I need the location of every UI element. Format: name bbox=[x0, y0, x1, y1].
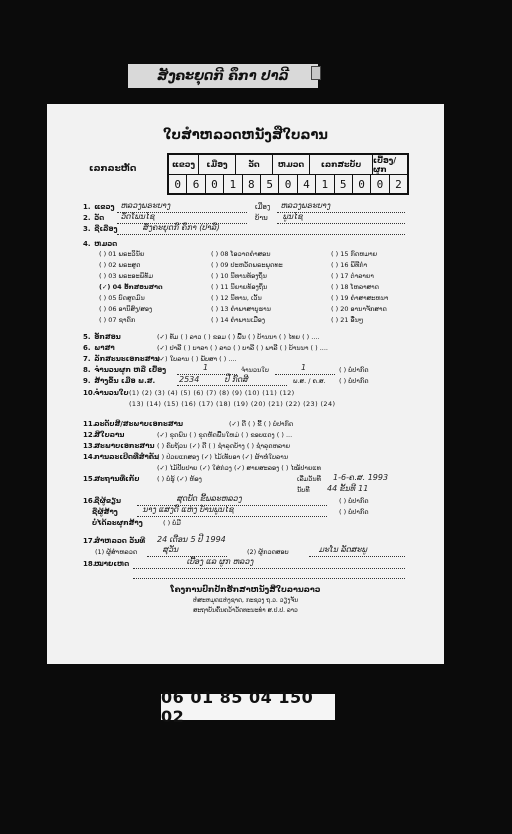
leaf-count-value: 1 bbox=[301, 363, 307, 372]
no-sponsor-option: ( ) ບໍ່ມີ bbox=[163, 519, 181, 527]
features-options-b: (✓) ໄມ້ປັບປາຍ (✓) ໃສ່ກ່ວງ (✓) ສາຍສະລອງ ( ) ໄໝ້ປາຍແທ bbox=[157, 464, 321, 472]
field-number: 1. bbox=[83, 203, 91, 211]
field-label: ຈຳນວນໃບ bbox=[94, 389, 129, 397]
field-number: 2. bbox=[83, 214, 91, 222]
id-code-header bbox=[169, 155, 407, 175]
category-option: ( ) 17 ຕຳລາຍາ bbox=[331, 272, 374, 280]
field-label: ສ້າງຂຶ້ນ ເມື່ອ ພ.ສ. bbox=[94, 377, 156, 385]
id-col-temple: ວັດ bbox=[236, 155, 273, 174]
field-number: 18. bbox=[83, 560, 96, 568]
district-value: ຫລວງພຣະບາງ bbox=[281, 201, 331, 210]
start-date-value: 1-6-ຄ.ສ. 1993 bbox=[333, 473, 389, 482]
field-label: ຈຳນວນຜູກ ຫລື ເບື້ອງ bbox=[94, 366, 167, 374]
field-number: 14. bbox=[83, 453, 96, 461]
leaf-number-options-b: (13) (14) (15) (16) (17) (18) (19) (20) (21) (22) (23) (24) bbox=[129, 400, 336, 408]
field-label: ແຂວງ bbox=[94, 203, 115, 211]
document-state-options: ( ) ຄົບຖ້ວນ (✓) ດີ ( ) ຊຳລຸດບ້າງ ( ) ຊຳລຸດຫລາຍ bbox=[157, 442, 291, 450]
category-option: ( ) 19 ຄຳສາສະຫນາ bbox=[331, 294, 389, 302]
id-col-fascicle: ເບື້ອງ/ຜູກ bbox=[373, 155, 397, 174]
field-material bbox=[83, 355, 160, 363]
corner-mark bbox=[311, 66, 321, 80]
storage-options: ( ) ບໍ່ຮູ້ (✓) ຫ້ອງ bbox=[157, 475, 202, 483]
field-document-state bbox=[83, 442, 154, 450]
condition-level-options: (✓) ດີ ( ) ຂີ້ ( ) ບໍ່ປາກົດ bbox=[229, 420, 294, 428]
category-option: ( ) 05 ບົດສູດມົນ bbox=[99, 294, 145, 302]
fill-line bbox=[117, 234, 405, 235]
script-options: (✓) ທັມ ( ) ລາວ ( ) ຂອມ ( ) ພື້ນ ( ) ບ້ານນາ ( ) ໄທຍ ( ) .... bbox=[157, 333, 320, 341]
category-option: ( ) 20 ອານາຈັກສາດ bbox=[331, 305, 387, 313]
manuscript-title-value: ສັງຄະຍຸດກີ ຄຶກາ (ປາລີ) bbox=[143, 223, 220, 232]
sponsor-value: ນາງ ແສງດີ ແຫ່ງ ບ້ານພູນໄຊ bbox=[143, 505, 235, 514]
category-option: ( ) 15 ກົດຫມາຍ bbox=[331, 250, 378, 258]
field-leaf-number bbox=[83, 389, 129, 397]
surveyor-label: (1) ຜູ້ສຳຫລວດ bbox=[95, 548, 138, 556]
field-number: 11. bbox=[83, 420, 96, 428]
field-label: ລະດັບສີ/ສະພາບເອກະສານ bbox=[94, 420, 184, 428]
field-province bbox=[83, 203, 114, 211]
field-features bbox=[83, 453, 159, 461]
id-digit: 8 bbox=[243, 175, 261, 194]
id-digit: 5 bbox=[261, 175, 279, 194]
fill-line bbox=[133, 578, 405, 579]
category-option: ( ) 09 ປະຫວັດພຣະພຸດທະ bbox=[211, 261, 283, 269]
field-temple bbox=[83, 214, 104, 222]
field-leaf-color bbox=[83, 431, 124, 439]
field-sponsor bbox=[92, 508, 118, 516]
field-label: ການລະເບີດທີ່ສຳຄັນ bbox=[94, 453, 160, 461]
field-author bbox=[83, 497, 121, 505]
category-option: ( ) 16 ພິທີກຳ bbox=[331, 261, 368, 269]
remarks-value: ເບື້ອງ ແລ ຜູກ ຫລວງ bbox=[187, 557, 254, 566]
field-label: ຫມວດ bbox=[94, 240, 118, 248]
field-label: ຊື່ເລື່ອງ bbox=[94, 225, 118, 233]
category-option: ( ) 01 ພຣະວິນັຍ bbox=[99, 250, 145, 258]
survey-date-value: 24 ເດືອນ 5 ປີ 1994 bbox=[157, 535, 226, 544]
id-col-category: ຫມວດ bbox=[273, 155, 310, 174]
id-digit: 1 bbox=[224, 175, 242, 194]
id-digit: 0 bbox=[206, 175, 224, 194]
survey-form-sheet bbox=[47, 104, 444, 664]
fill-line bbox=[177, 385, 287, 386]
category-option: ( ) 12 ນິທານ, ເວັ້ນ bbox=[211, 294, 262, 302]
field-survey-date bbox=[83, 537, 145, 545]
leaf-number-options-a: (1) (2) (3) (4) (5) (6) (7) (8) (9) (10) (11) (12) bbox=[129, 389, 295, 397]
footer-address: ຫໍສະຫມຸດແຫ່ງຊາດ, ກະຊວງ ຖ.ວ. ວຽງຈັນ bbox=[192, 597, 299, 604]
fascicle-count-value: 1 bbox=[203, 363, 209, 372]
field-label: ອັກສອນ bbox=[94, 333, 121, 341]
surveyor-value: ສຸວັນ bbox=[163, 545, 179, 554]
field-number: 4. bbox=[83, 240, 91, 248]
id-digit: 0 bbox=[279, 175, 297, 194]
field-number: 6. bbox=[83, 344, 91, 352]
unknown-option: ( ) ບໍ່ປາກົດ bbox=[339, 497, 369, 505]
field-label: ສຳຫລວດ ວັນທີ bbox=[94, 537, 146, 545]
temple-value: ວັດໂພນໄຊ bbox=[121, 212, 155, 221]
checker-value: ມະໂນ ລັດສະພູ bbox=[319, 545, 368, 554]
document-title-label: ສັງຄະຍຸດກີ ຄຶກາ ປາລີ bbox=[128, 64, 318, 88]
field-title bbox=[83, 225, 117, 233]
fill-line bbox=[133, 568, 405, 569]
count-label: ນັບທີ bbox=[297, 486, 310, 494]
fill-line bbox=[275, 374, 335, 375]
category-option: ( ) 10 ນິທານທ້ອງຖິ່ນ bbox=[211, 272, 267, 280]
field-number: 3. bbox=[83, 225, 91, 233]
field-storage bbox=[83, 475, 139, 483]
id-digit: 2 bbox=[395, 178, 402, 191]
field-label: ລັກສະນະເອກະສານ bbox=[94, 355, 160, 363]
unknown-option: ( ) ບໍ່ປາກົດ bbox=[339, 508, 369, 516]
village-value: ພູນໄຊ bbox=[283, 212, 304, 221]
category-option: ( ) 07 ຊາດົກ bbox=[99, 316, 136, 324]
unknown-option: ( ) ບໍ່ປາກົດ bbox=[339, 377, 369, 385]
category-option-checked: (✓) 04 ອັກສອນສາດ bbox=[99, 283, 163, 291]
province-value: ຫລວງພຣະບາງ bbox=[121, 201, 171, 210]
fill-line bbox=[309, 556, 405, 557]
field-label: ໝາຍເຫດ bbox=[94, 560, 130, 568]
field-label: ຊື່ຜູ້ສ້າງ bbox=[92, 508, 118, 516]
id-digit: 1 bbox=[316, 175, 334, 194]
id-digit: 6 bbox=[187, 175, 205, 194]
id-col-province: ແຂວງ bbox=[169, 155, 199, 174]
field-language bbox=[83, 344, 115, 352]
category-option: ( ) 21 ອື່ນໆ bbox=[331, 316, 364, 324]
form-title: ໃບສຳຫລວດຫນັງສືໃບລານ bbox=[163, 128, 328, 143]
fill-line bbox=[277, 223, 405, 224]
count-value: 44 ຂັ້ນທີ 11 bbox=[327, 484, 369, 493]
field-number: 8. bbox=[83, 366, 91, 374]
date-made-value: 2534 bbox=[179, 375, 200, 384]
field-label: ສະຖານທີ່ເກັບ bbox=[94, 475, 140, 483]
district-label: ເມືອງ bbox=[255, 203, 271, 211]
category-option: ( ) 18 ໂຫລາສາດ bbox=[331, 283, 380, 291]
footer-partner: ສະຖາບັນຄົ້ນຄວ້າວັດທະນະທຳ ສ.ປ.ປ. ລາວ bbox=[193, 607, 298, 614]
field-script bbox=[83, 333, 121, 341]
category-option: ( ) 08 ໂອວາດຄຳສອນ bbox=[211, 250, 271, 258]
field-no-sponsor bbox=[92, 519, 143, 527]
field-number: 15. bbox=[83, 475, 96, 483]
id-digit: 0 bbox=[353, 175, 371, 194]
id-digit: 0 bbox=[371, 175, 389, 194]
id-code-table bbox=[167, 153, 409, 195]
id-col-district: ເມືອງ bbox=[199, 155, 236, 174]
id-col-number: ເລກສະບັບ bbox=[310, 155, 373, 174]
field-number: 12. bbox=[83, 431, 96, 439]
category-option: ( ) 11 ນິຍາຍທ້ອງຖິ່ນ bbox=[211, 283, 268, 291]
language-options: (✓) ປາລີ ( ) ບາລາ ( ) ລາວ ( ) ບາລີ ( ) ພາລີ ( ) ບ້ານນາ ( ) .... bbox=[157, 344, 328, 352]
leaf-count-label: ຈຳນວນໃບ bbox=[241, 366, 269, 374]
category-option: ( ) 13 ຄຳພາສາບູຮານ bbox=[211, 305, 271, 313]
id-digit: 5 bbox=[335, 175, 353, 194]
field-number: 5. bbox=[83, 333, 91, 341]
id-digit: 4 bbox=[298, 175, 316, 194]
author-value: ສຸດບັດ ຂີ້ພລະຫລວງ bbox=[177, 494, 243, 503]
id-code-digits bbox=[169, 175, 407, 194]
unknown-option: ( ) ບໍ່ປາກົດ bbox=[339, 366, 369, 374]
checker-label: (2) ຜູ້ກວດສອບ bbox=[247, 548, 289, 556]
material-options: (✓) ໃບລານ ( ) ພັບສາ ( ) .... bbox=[157, 355, 237, 363]
field-label: ວັດ bbox=[94, 214, 105, 222]
field-fascicle-count bbox=[83, 366, 166, 374]
fill-line bbox=[137, 516, 327, 517]
field-number: 9. bbox=[83, 377, 91, 385]
features-options-a: ( ) ປ່ວຍແກສອງ (✓) ໄມ້ເທັບອາ (✓) ຜ້າຫໍ່ໃບລານ bbox=[157, 453, 289, 461]
field-label: ສີໃບລານ bbox=[94, 431, 125, 439]
category-option: ( ) 02 ພຣະສູດ bbox=[99, 261, 141, 269]
leaf-color-options: (✓) ຂຸດພົນ ( ) ຂຸດຫັດພື້ນໃຫມ່ ( ) ຂອບແດງ ( ) ... bbox=[157, 431, 293, 439]
era-label: ພ.ສ. / ຄ.ສ. bbox=[293, 377, 326, 385]
date-made-year-name: ປີ ກົດສີ bbox=[225, 375, 249, 384]
category-option: ( ) 06 ອານິສົງ/ສອງ bbox=[99, 305, 153, 313]
id-digit: 0 bbox=[169, 175, 187, 194]
field-label: ພາສາ bbox=[94, 344, 115, 352]
field-category bbox=[83, 240, 117, 248]
category-option: ( ) 03 ພຣະອະພິທັມ bbox=[99, 272, 154, 280]
field-number: 17. bbox=[83, 537, 96, 545]
category-option: ( ) 14 ຄຳພານເມືອງ bbox=[211, 316, 266, 324]
field-label: ສະພາບເອກະສານ bbox=[94, 442, 155, 450]
start-date-label: ເລີ່ມວັນທີ bbox=[297, 475, 321, 483]
id-code-label: ເລກລະຫັດ bbox=[89, 164, 137, 174]
field-label: ບໍ່ໄດ້ລະຜູກສ້າງ bbox=[92, 519, 143, 527]
village-label: ບ້ານ bbox=[255, 214, 268, 222]
footer-org: ໂຄງການປົກປັກຮັກສາຫນັງສືໃບລານລາວ bbox=[170, 585, 321, 594]
field-number: 13. bbox=[83, 442, 96, 450]
field-number: 7. bbox=[83, 355, 91, 363]
field-condition-level bbox=[83, 420, 183, 428]
field-date-made bbox=[83, 377, 155, 385]
field-number: 16. bbox=[83, 497, 96, 505]
archive-number: 06 01 85 04 150 02 bbox=[161, 694, 335, 720]
field-label: ຊື່ຜູ້ຂຽນ bbox=[94, 497, 121, 505]
field-number: 10. bbox=[83, 389, 96, 397]
field-remarks bbox=[83, 560, 129, 568]
